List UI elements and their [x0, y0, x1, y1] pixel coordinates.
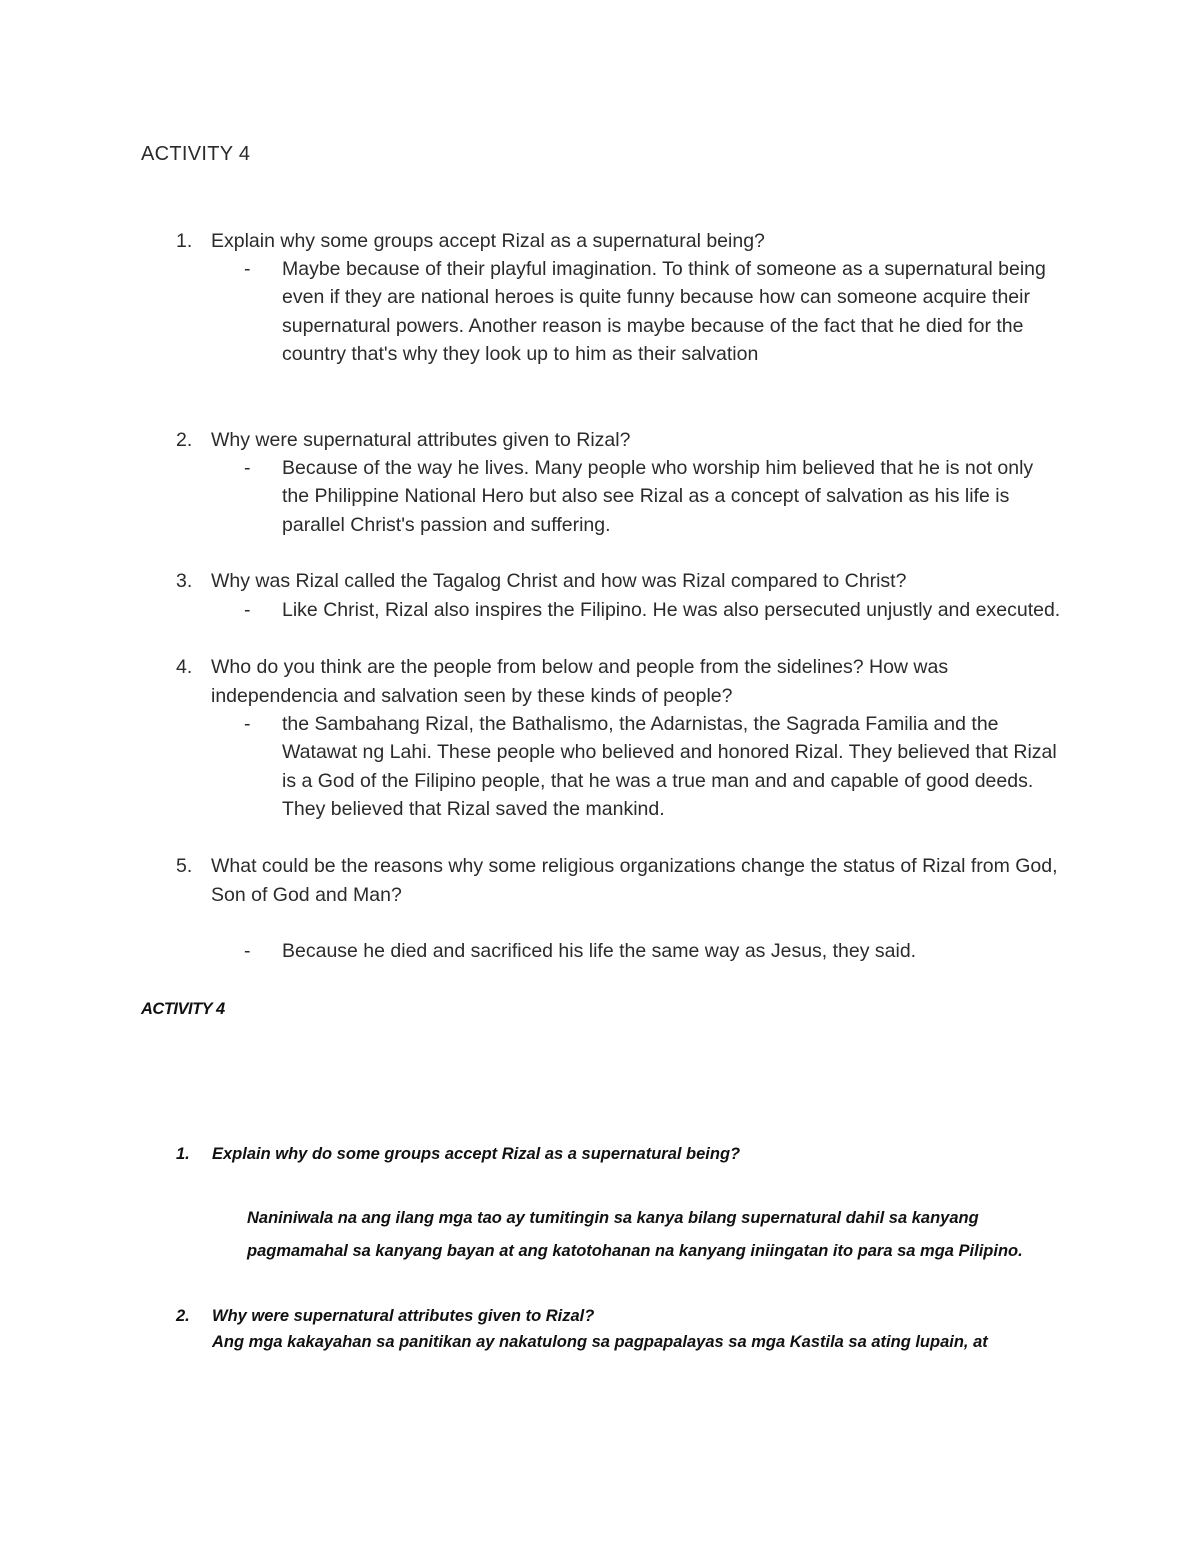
question-text: Why were supernatural attributes given to Rizal?: [211, 429, 631, 451]
answer-2: [244, 454, 1064, 539]
answer-text: Like Christ, Rizal also inspires the Filipino. He was also persecuted unjustly and executed.: [282, 599, 1061, 621]
bullet-dash: -: [244, 599, 251, 621]
question-number: 2.: [176, 1307, 190, 1325]
question-number: 1.: [176, 1145, 190, 1163]
bold-answer-2: Ang mga kakayahan sa panitikan ay nakatulong sa pagpapalayas sa mga Kastila sa ating lupain, at: [212, 1333, 988, 1351]
bullet-dash: -: [244, 713, 251, 735]
question-5: [176, 852, 1076, 909]
question-text: Why were supernatural attributes given to Rizal?: [212, 1307, 595, 1325]
question-number: 1.: [176, 230, 193, 252]
question-text: Explain why do some groups accept Rizal as a supernatural being?: [212, 1145, 741, 1163]
question-number: 4.: [176, 656, 193, 678]
question-text: Explain why some groups accept Rizal as a supernatural being?: [211, 230, 765, 252]
answer-1: [244, 255, 1064, 369]
answer-3: [244, 596, 1064, 624]
activity-title-bold: ACTIVITY 4: [141, 1000, 225, 1018]
question-3: [176, 567, 1076, 596]
answer-text: Because he died and sacrificed his life the same way as Jesus, they said.: [282, 940, 917, 962]
question-number: 3.: [176, 570, 193, 592]
answer-5: [244, 937, 1064, 965]
answer-text: the Sambahang Rizal, the Bathalismo, the Adarnistas, the Sagrada Familia and the Watawat ng Lahi. These people who believed and honored Rizal. They believed that Rizal is a God of the Filipino people, that he was a true man and and capable of good deeds. They believed that Rizal saved the mankind.: [282, 713, 1057, 821]
question-1: [176, 227, 1076, 256]
question-text: Who do you think are the people from below and people from the sidelines? How was independencia and salvation seen by these kinds of people?: [211, 656, 949, 707]
answer-text: Maybe because of their playful imagination. To think of someone as a supernatural being even if they are national heroes is quite funny because how can someone acquire their supernatural powers. Another reason is maybe because of the fact that he died for the country that's why they look up to him as their salvation: [282, 258, 1046, 366]
bullet-dash: -: [244, 940, 251, 962]
bullet-dash: -: [244, 258, 251, 280]
activity-title: ACTIVITY 4: [141, 143, 251, 165]
bullet-dash: -: [244, 457, 251, 479]
answer-text: Because of the way he lives. Many people who worship him believed that he is not only the Philippine National Hero but also see Rizal as a concept of salvation as his life is parallel Christ's passion and suffering.: [282, 457, 1034, 536]
question-2: [176, 426, 1076, 455]
bold-question-1: [176, 1138, 1076, 1170]
question-4: [176, 653, 1076, 710]
question-number: 2.: [176, 429, 193, 451]
question-number: 5.: [176, 855, 193, 877]
question-text: Why was Rizal called the Tagalog Christ and how was Rizal compared to Christ?: [211, 570, 907, 592]
question-text: What could be the reasons why some religious organizations change the status of Rizal from God, Son of God and Man?: [211, 855, 1058, 906]
bold-answer-1: Naniniwala na ang ilang mga tao ay tumitingin sa kanya bilang supernatural dahil sa kanyang pagmamahal sa kanyang bayan at ang katotohanan na kanyang iniingatan ito para sa mga Pilipino.: [247, 1209, 1023, 1260]
answer-4: [244, 710, 1064, 824]
